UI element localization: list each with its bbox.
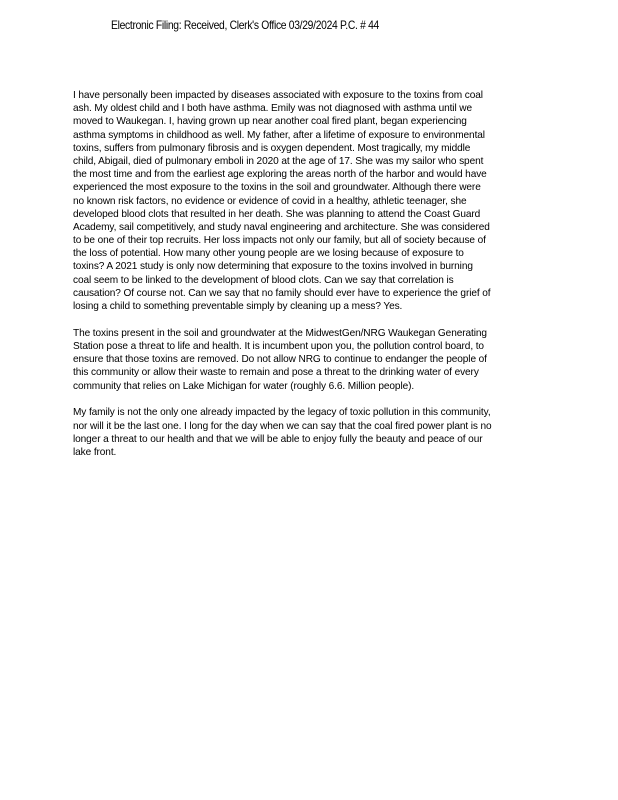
text-line: Station pose a threat to life and health. It is incumbent upon you, the pollution control board, to (73, 340, 484, 352)
text-line: child, Abigail, died of pulmonary emboli in 2020 at the age of 17. She was my sailor who spent (73, 155, 484, 167)
text-line: ash. My oldest child and I both have asthma. Emily was not diagnosed with asthma until we (73, 103, 472, 115)
text-line: developed blood clots that resulted in her death. She was planning to attend the Coast Guard (73, 208, 481, 220)
paragraph-closing (73, 406, 545, 459)
text-line: I have personally been impacted by diseases associated with exposure to the toxins from coal (73, 90, 483, 101)
text-line: toxins? A 2021 study is only now determining that exposure to the toxins involved in burning (73, 261, 473, 273)
text-line: My family is not the only one already impacted by the legacy of toxic pollution in this community, (73, 407, 491, 419)
text-line: longer a threat to our health and that we will be able to enjoy fully the beauty and peace of our (73, 433, 483, 445)
text-line: causation? Of course not. Can we say that no family should ever have to experience the grief of (73, 287, 491, 299)
text-line: the most time and from the earliest age exploring the areas north of the harbor and would have (73, 169, 487, 181)
text-line: asthma symptoms in childhood as well. My father, after a lifetime of exposure to environmental (73, 129, 485, 141)
text-line: losing a child to something preventable simply by cleaning up a mess? Yes. (73, 301, 403, 312)
text-line: to be one of their top recruits. Her loss impacts not only our family, but all of society because of (73, 235, 486, 247)
text-line: lake front. (73, 446, 117, 458)
text-line: nor will it be the last one. I long for the day when we can say that the coal fired power plant is no (73, 420, 492, 432)
text-line: community that relies on Lake Michigan for water (roughly 6.6. Million people). (73, 380, 415, 392)
text-line: this community or allow their waste to remain and pose a threat to the drinking water of every (73, 367, 479, 379)
text-line: no known risk factors, no evidence or evidence of covid in a healthy, athletic teenager, she (73, 195, 467, 207)
paragraph-toxins-threat (73, 327, 545, 393)
text-line: the loss of potential. How many other young people are we losing because of exposure to (73, 248, 464, 260)
paragraph-personal-impact (73, 89, 545, 313)
text-line: ensure that those toxins are removed. Do not allow NRG to continue to endanger the people of (73, 354, 487, 366)
text-line: Academy, sail competitively, and study naval engineering and architecture. She was considered (73, 221, 490, 233)
letter-body (73, 89, 545, 473)
text-line: coal seem to be linked to the development of blood clots. Can we say that correlation is (73, 274, 454, 286)
text-line: The toxins present in the soil and groundwater at the MidwestGen/NRG Waukegan Generating (73, 327, 487, 339)
text-line: experienced the most exposure to the toxins in the soil and groundwater. Although there were (73, 182, 481, 194)
filing-stamp-header: Electronic Filing: Received, Clerk's Office 03/29/2024 P.C. # 44 (111, 18, 379, 32)
text-line: toxins, suffers from pulmonary fibrosis and is oxygen dependent. Most tragically, my middle (73, 142, 471, 154)
text-line: moved to Waukegan. I, having grown up near another coal fired plant, began experiencing (73, 116, 467, 128)
